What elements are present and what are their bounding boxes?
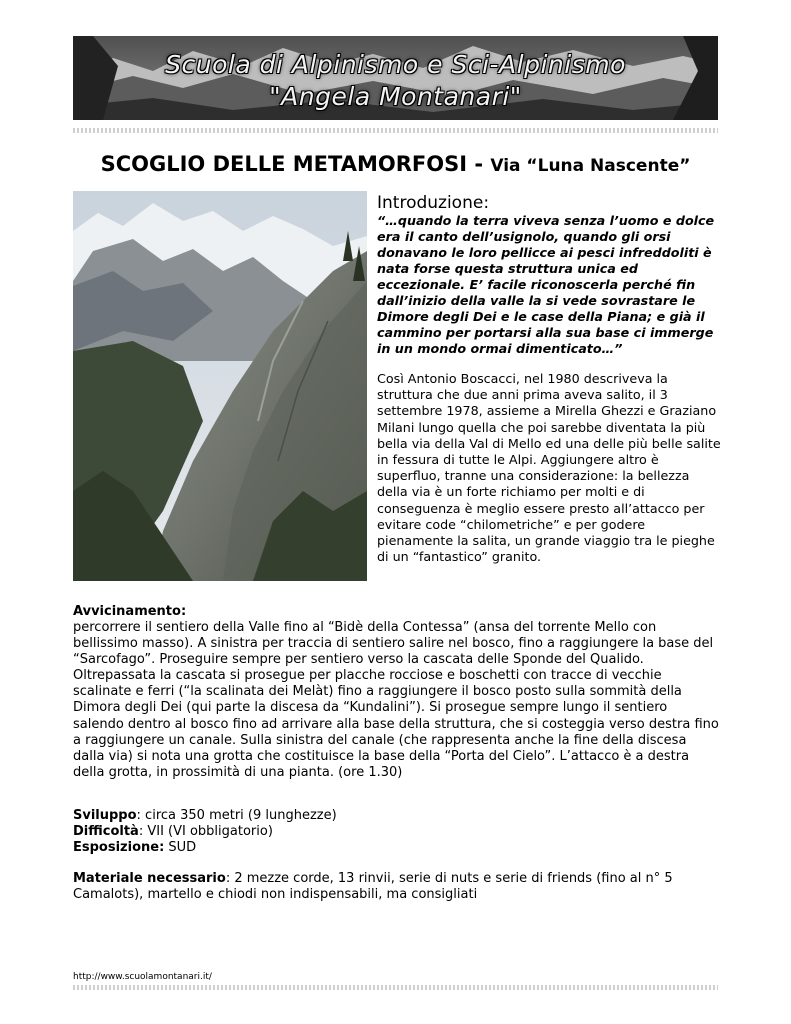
- header-banner: [73, 36, 718, 120]
- bottom-divider: [73, 985, 718, 990]
- intro-heading: Introduzione:: [377, 193, 490, 213]
- climbing-wall-photo: [73, 191, 367, 581]
- intro-quote: “…quando la terra viveva senza l’uomo e dolce era il canto dell’usignolo, quando gli orsi donavano le loro pellicce ai pesci infreddoliti è nata forse questa struttura unica ed eccezionale. E’ facile riconoscerla perché fin dall’inizio della valle la si vede sovrastare le Dimore degli Dei e le case della Piana; e già il cammino per portarsi alla sua base ci immerge in un mondo ormai dimenticato…”: [377, 213, 715, 356]
- exposure-info: [73, 840, 196, 856]
- equipment-info: [73, 871, 721, 904]
- banner-title-line-1: Scuola di Alpinismo e Sci-Alpinismo: [165, 50, 626, 79]
- difficulty-value: : VII (VI obbligatorio): [138, 824, 273, 839]
- footer-url[interactable]: http://www.scuolamontanari.it/: [73, 972, 212, 982]
- length-info: [73, 808, 337, 824]
- banner-title-line-2: "Angela Montanari": [269, 82, 522, 111]
- length-value: : circa 350 metri (9 lunghezze): [136, 808, 337, 823]
- length-label: Sviluppo: [73, 808, 137, 823]
- intro-paragraph: Così Antonio Boscacci, nel 1980 descriveva la struttura che due anni prima aveva salito, il 3 settembre 1978, assieme a Mirella Ghezzi e Graziano Milani lungo quella che poi sarebbe diventata la più bella via della Val di Mello ed una delle più belle salite in fessura di tutte le Alpi. Aggiungere altro è superfluo, tranne una considerazione: la bellezza della via è un forte richiamo per molti e di conseguenza è meglio essere presto all’attacco per evitare code “chilometriche” e per godere pienamente la salita, un grande viaggio tra le pieghe di un “fantastico” granito.: [377, 371, 721, 565]
- exposure-value: SUD: [164, 840, 197, 855]
- equipment-label: Materiale necessario: [73, 871, 226, 886]
- exposure-label: Esposizione:: [73, 840, 165, 855]
- top-divider: [73, 128, 718, 133]
- equipment-value: : 2 mezze corde, 13 rinvii, serie di nuts e serie di friends (fino al n° 5 Camalots), martello e chiodi non indispensabili, ma consigliati: [73, 871, 673, 903]
- approach-text: percorrere il sentiero della Valle fino al “Bidè della Contessa” (ansa del torrente Mello con bellissimo masso). A sinistra per traccia di sentiero salire nel bosco, fino a raggiungere la base del “Sarcofago”. Proseguire sempre per sentiero verso la cascata delle Sponde del Qualido. Oltrepassata la cascata si prosegue per placche rocciose e boschetti con tracce di vecchie scalinate e ferri (“la scalinata dei Melàt) fino a raggiungere il bosco posto sulla sommità della Dimora degli Dei (qui parte la discesa da “Kundalini”). Si prosegue sempre lungo il sentiero salendo dentro al bosco fino ad arrivare alla base della struttura, che si costeggia verso destra fino a raggiungere un canale. Sulla sinistra del canale (che rappresenta anche la fine della discesa dalla via) si nota una grotta che costituisce la base della “Porta del Cielo”. L’attacco è a destra della grotta, in prossimità di una pianta. (ore 1.30): [73, 620, 719, 780]
- page-title-route: Via “Luna Nascente”: [490, 156, 691, 176]
- difficulty-info: [73, 824, 273, 840]
- page-title: [73, 152, 718, 176]
- mountain-photo-image: [73, 191, 367, 581]
- approach-heading: Avvicinamento:: [73, 604, 187, 619]
- difficulty-label: Difficoltà: [73, 824, 139, 839]
- page-title-main: SCOGLIO DELLE METAMORFOSI -: [100, 152, 491, 176]
